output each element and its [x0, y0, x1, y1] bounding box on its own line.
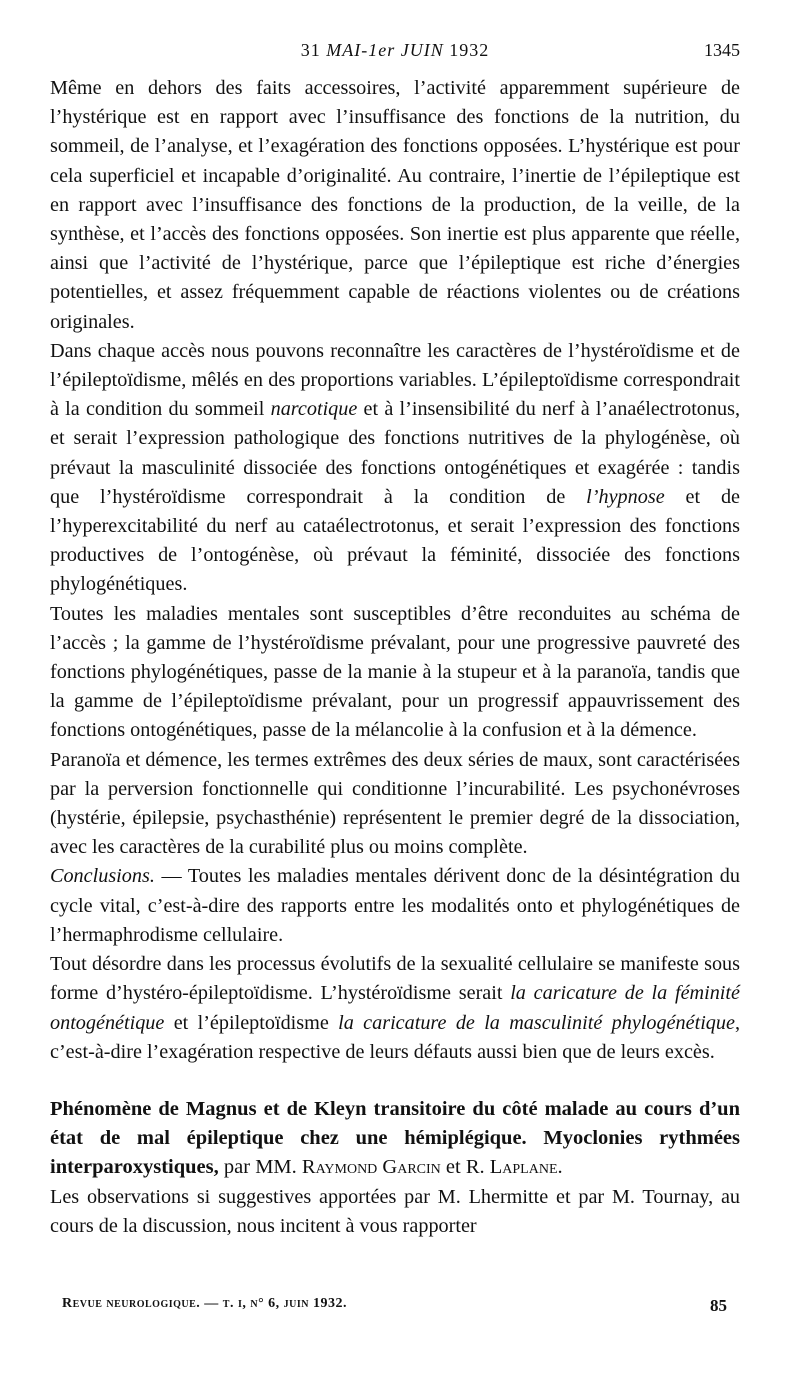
running-header: [50, 40, 740, 70]
paragraph-6: [50, 950, 740, 1067]
footer-number: 85: [710, 1296, 727, 1315]
paragraph-4: Paranoïa et démence, les termes extrêmes des deux séries de maux, sont caractérisées par la perversion fonctionnelle qui conditionne l’incurabilité. Les psychonévroses (hystérie, épilepsie, psychasthénie) représentent le premier degré de la dissociation, avec les caractères de la curabilité plus ou moins complète.: [50, 748, 740, 859]
authors-connector: et: [440, 1156, 466, 1179]
header-date-italic: MAI-1er JUIN: [326, 40, 444, 60]
conclusions-text: — Toutes les maladies mentales dérivent donc de la désintégration du cycle vital, c’est-à-dire des rapports entre les modalités onto et phylogénétiques de l’hermaphrodisme cellulaire.: [50, 865, 740, 946]
authors-end: .: [557, 1156, 563, 1179]
article-body: [50, 74, 740, 1241]
p6-italic-masculinite: la caricature de la masculinité phylogénétique: [338, 1011, 735, 1034]
header-date-suffix: 1932: [443, 40, 490, 60]
p2-italic-narcotique: narcotique: [270, 398, 358, 421]
p6-text-a: Tout désordre dans les processus évolutifs de la sexualité cellulaire se manifeste sous forme d’hystéro-épileptoïdisme. L’hystéroïdisme serait: [50, 953, 740, 1005]
section-authors: [219, 1156, 563, 1178]
paragraph-3: Toutes les maladies mentales sont susceptibles d’être reconduites au schéma de l’accès ; la gamme de l’hystéroïdisme prévalant, pour une progressive pauvreté des fonctions phylogénétiques, passe de la manie à la stupeur et à la paranoïa, tandis que la gamme de l’épileptoïdisme prévalant, pour un progressif appauvrissement des fonctions ontogénétiques, passe de la mélancolie à la confusion et à la démence.: [50, 602, 740, 742]
section-heading: [50, 1095, 740, 1183]
p6-text-e: , c’est-à-dire l’exagération respective de leurs défauts aussi bien que de leurs excès.: [50, 1011, 740, 1063]
page-footer: [62, 1296, 727, 1315]
paragraph-5: [50, 862, 740, 950]
author-1: Raymond Garcin: [301, 1156, 441, 1179]
conclusions-label: Conclusions.: [50, 865, 155, 888]
p6-italic-feminite: la caricature de la féminité ontogénétique: [50, 982, 740, 1034]
header-date: [50, 40, 740, 61]
section-title: Phénomène de Magnus et de Kleyn transitoire du côté malade au cours d’un état de mal épileptique chez une hémiplégique. Myoclonies rythmées interparoxystiques,: [50, 1097, 740, 1179]
author-2: R. Laplane: [465, 1156, 558, 1179]
header-date-prefix: 31: [300, 40, 327, 60]
paragraph-1: Même en dehors des faits accessoires, l’activité apparemment supérieure de l’hystérique est en rapport avec l’insuffisance des fonctions de la nutrition, du sommeil, de l’analyse, et l’exagération des fonctions opposées. L’hystérique est pour cela superficiel et incapable d’originalité. Au contraire, l’inertie de l’épileptique est en rapport avec l’insuffisance des fonctions de la production, de la veille, de la synthèse, et l’accès des fonctions opposées. Son inertie est plus apparente que réelle, ainsi que l’activité de l’hystérique, parce que l’épileptique est riche d’énergies potentielles, et assez fréquemment capable de réactions violentes ou de créations originales.: [50, 77, 740, 333]
p2-text-e: et de l’hyperexcitabilité du nerf au cataélectrotonus, et serait l’expression des fonctions productives de l’ontogénèse, où prévaut la féminité, dissociée des fonctions phylogénétiques.: [50, 485, 740, 596]
footer-journal: Revue neurologique. — t. i, n° 6, juin 1932.: [62, 1296, 348, 1311]
p2-text-a: Dans chaque accès nous pouvons reconnaître les caractères de l’hystéroïdisme et de l’épileptoïdisme, mêlés en des proportions variables. L’épileptoïdisme correspondrait à la condition du sommeil: [50, 339, 740, 421]
authors-prefix: par MM.: [218, 1156, 302, 1179]
p2-italic-hypnose: l’hypnose: [586, 485, 665, 508]
p6-text-c: et l’épileptoïdisme: [164, 1011, 339, 1034]
paragraph-2: [50, 337, 740, 600]
paragraph-7: Les observations si suggestives apportées par M. Lhermitte et par M. Tournay, au cours de la discussion, nous incitent à vous rapporter: [50, 1185, 740, 1237]
p2-text-c: et à l’insensibilité du nerf à l’anaélectrotonus, et serait l’expression pathologique des fonctions nutritives de la phylogénèse, où prévaut la masculinité dissociée des fonctions ontogénétiques et exagérée : tandis que l’hystéroïdisme correspondrait à la condition de: [50, 398, 740, 508]
header-page-number: 1345: [704, 40, 740, 60]
